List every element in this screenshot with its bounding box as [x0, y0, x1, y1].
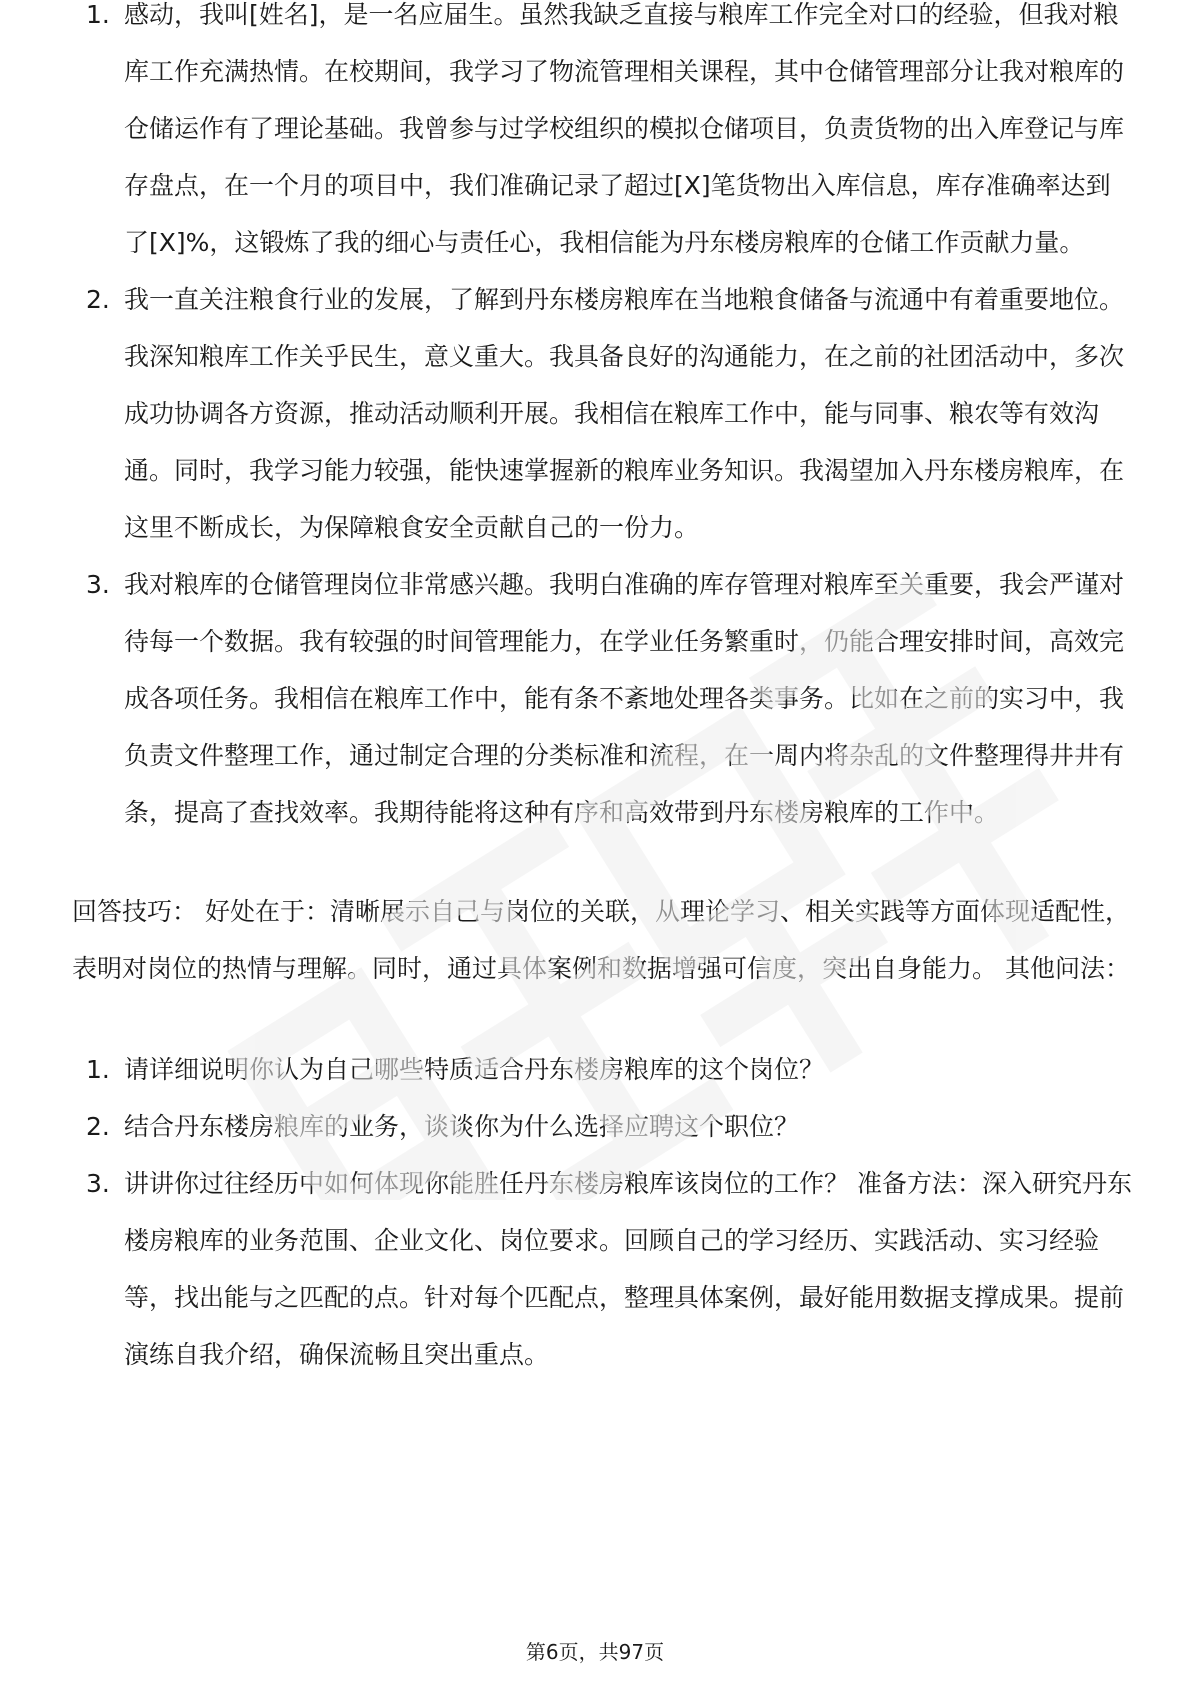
list-number: 1. [86, 0, 110, 29]
list-item [72, 271, 1132, 556]
list-item [72, 556, 1132, 841]
list-item-text: 我对粮库的仓储管理岗位非常感兴趣。我明白准确的库存管理对粮库至关重要，我会严谨对待每一个数据。我有较强的时间管理能力，在学业任务繁重时，仍能合理安排时间，高效完成各项任务。我相信在粮库工作中，能有条不紊地处理各类事务。比如在之前的实习中，我负责文件整理工作，通过制定合理的分类标准和流程，在一周内将杂乱的文件整理得井井有条，提高了查找效率。我期待能将这种有序和高效带到丹东楼房粮库的工作中。 [124, 570, 1125, 827]
list-item [72, 0, 1132, 271]
other-questions-list [72, 1041, 1132, 1383]
list-item-text: 感动，我叫[姓名]，是一名应届生。虽然我缺乏直接与粮库工作完全对口的经验，但我对粮库工作充满热情。在校期间，我学习了物流管理相关课程，其中仓储管理部分让我对粮库的仓储运作有了理论基础。我曾参与过学校组织的模拟仓储项目，负责货物的出入库登记与库存盘点，在一个月的项目中，我们准确记录了超过[X]笔货物出入库信息，库存准确率达到了[X]%，这锻炼了我的细心与责任心，我相信能为丹东楼房粮库的仓储工作贡献力量。 [124, 0, 1125, 257]
list-item-text: 请详细说明你认为自己哪些特质适合丹东楼房粮库的这个岗位？ [124, 1055, 825, 1084]
list-number: 1. [86, 1055, 110, 1084]
answer-list [72, 0, 1132, 841]
page-footer: 第6页，共97页 [525, 1640, 665, 1664]
list-item [72, 1155, 1132, 1383]
list-number: 2. [86, 1112, 110, 1141]
list-item [72, 1098, 1132, 1155]
document-body [72, 0, 1132, 1383]
list-number: 3. [86, 1169, 110, 1198]
list-number: 3. [86, 570, 110, 599]
list-item-text: 结合丹东楼房粮库的业务，谈谈你为什么选择应聘这个职位？ [124, 1112, 800, 1141]
list-number: 2. [86, 285, 110, 314]
answer-tips-paragraph: 回答技巧： 好处在于：清晰展示自己与岗位的关联，从理论学习、相关实践等方面体现适配性，表明对岗位的热情与理解。同时，通过具体案例和数据增强可信度，突出自身能力。 其他问法： [72, 897, 1130, 983]
list-item-text: 我一直关注粮食行业的发展，了解到丹东楼房粮库在当地粮食储备与流通中有着重要地位。我深知粮库工作关乎民生，意义重大。我具备良好的沟通能力，在之前的社团活动中，多次成功协调各方资源，推动活动顺利开展。我相信在粮库工作中，能与同事、粮农等有效沟通。同时，我学习能力较强，能快速掌握新的粮库业务知识。我渴望加入丹东楼房粮库，在这里不断成长，为保障粮食安全贡献自己的一份力。 [124, 285, 1125, 542]
list-item [72, 1041, 1132, 1098]
list-item-text: 讲讲你过往经历中如何体现你能胜任丹东楼房粮库该岗位的工作？ 准备方法：深入研究丹东楼房粮库的业务范围、企业文化、岗位要求。回顾自己的学习经历、实践活动、实习经验等，找出能与之匹配的点。针对每个匹配点，整理具体案例，最好能用数据支撑成果。提前演练自我介绍，确保流畅且突出重点。 [124, 1169, 1132, 1369]
